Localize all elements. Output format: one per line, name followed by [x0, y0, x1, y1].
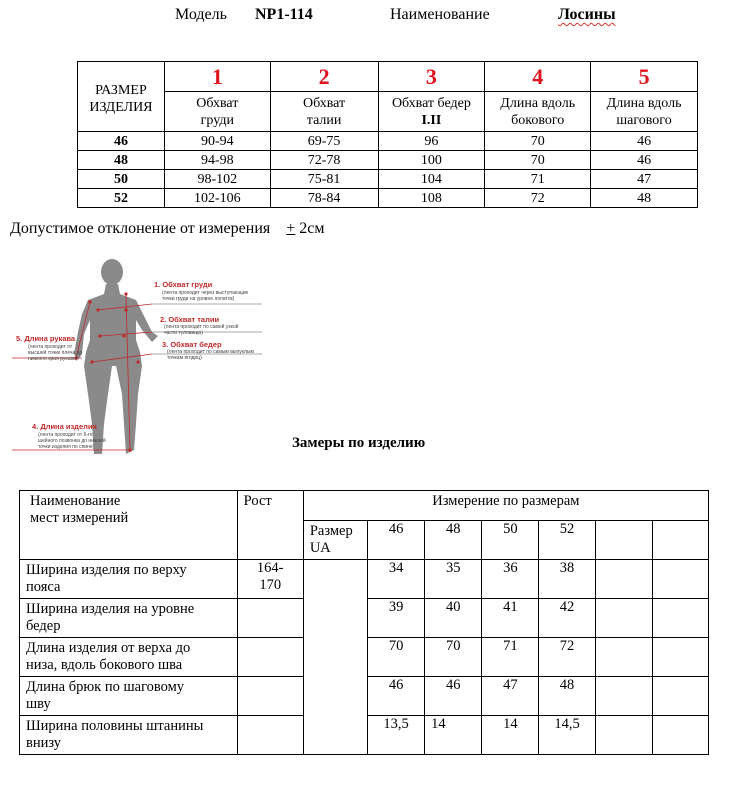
col-header-line: Длина вдоль	[606, 95, 682, 111]
table-row	[78, 151, 698, 170]
row-name-line: бедер	[26, 618, 61, 634]
value-cell: 70	[425, 638, 482, 677]
value-cell	[595, 599, 652, 638]
value-cell: 42	[539, 599, 595, 638]
header-name-line: мест измерений	[30, 510, 129, 526]
row-name-cell	[20, 638, 238, 677]
row-name-line: Ширина изделия по верху	[26, 562, 187, 578]
value-cell: 14,5	[539, 716, 595, 755]
col-number-5: 5	[591, 62, 698, 92]
model-value: NP1-114	[255, 6, 313, 23]
col-header-chest	[164, 92, 270, 132]
value-cell: 70	[485, 151, 591, 170]
name-value: Лосины	[558, 6, 616, 23]
col-number-4: 4	[485, 62, 591, 92]
size-header-cell: 50	[482, 521, 539, 560]
value-cell: 69-75	[270, 132, 378, 151]
value-cell: 35	[425, 560, 482, 599]
row-name-line: Длина изделия от верха до	[26, 640, 191, 656]
value-cell: 96	[378, 132, 485, 151]
value-cell: 70	[367, 638, 424, 677]
col-header-side-length	[485, 92, 591, 132]
size-header-cell	[595, 521, 652, 560]
col-number-1: 1	[164, 62, 270, 92]
col-header-line: Длина вдоль	[500, 95, 576, 111]
value-cell: 47	[591, 170, 698, 189]
value-cell: 38	[539, 560, 595, 599]
header-name-line: Наименование	[30, 493, 121, 509]
figure-sub-line: точки изделия по спине)	[38, 444, 95, 450]
figure-sub-line: (лента проходит по самой узкой	[164, 324, 239, 330]
col-header-line: шагового	[616, 112, 672, 128]
measure-table	[19, 490, 709, 755]
table-row	[20, 560, 709, 599]
value-cell	[652, 560, 708, 599]
row-name-line: низа, вдоль бокового шва	[26, 657, 183, 673]
value-cell: 78-84	[270, 189, 378, 208]
figure-sub-line: (лента проходит от	[28, 344, 73, 350]
col-header-waist	[270, 92, 378, 132]
size-header-cell: 52	[539, 521, 595, 560]
col-header-hips	[378, 92, 485, 132]
header-height-cell: Рост	[237, 491, 303, 560]
size-corner-line1: РАЗМЕР	[95, 83, 147, 98]
value-cell: 72	[539, 638, 595, 677]
value-cell	[652, 599, 708, 638]
figure-label-sub	[38, 432, 106, 450]
size-ua-line: Размер	[309, 523, 353, 539]
row-name-line: Длина брюк по шаговому	[26, 679, 185, 695]
figure-sub-line: точки груди на уровне лопаток)	[162, 296, 235, 302]
col-header-line: груди	[200, 112, 234, 128]
row-name-cell	[20, 677, 238, 716]
value-cell: 98-102	[164, 170, 270, 189]
figure-label-title: 1. Обхват груди	[154, 280, 213, 289]
size-ua-cell	[303, 521, 367, 560]
figure-label-title: 3. Обхват бедер	[162, 340, 222, 349]
col-header-line: Обхват	[303, 95, 346, 111]
value-cell: 108	[378, 189, 485, 208]
figure-sub-line: точкам ягодиц)	[167, 355, 202, 361]
col-header-inseam	[591, 92, 698, 132]
measure-title: Замеры по изделию	[292, 435, 426, 451]
figure-label-sub	[164, 324, 238, 336]
value-cell: 71	[482, 638, 539, 677]
value-cell	[595, 560, 652, 599]
size-header-cell	[652, 521, 708, 560]
tolerance-note	[10, 220, 325, 238]
size-cell: 46	[78, 132, 165, 151]
figure-sub-line: (лента проходит по самым выпуклым	[167, 349, 254, 355]
value-cell	[652, 716, 708, 755]
size-ua-line: UA	[309, 540, 331, 556]
figure-sub-line: высшей точки плеча до	[28, 350, 83, 356]
figure-label-sub	[28, 344, 82, 362]
value-cell: 14	[482, 716, 539, 755]
figure-label-sub	[162, 290, 248, 302]
figure-sub-line: шейного позвонка до нижней	[38, 438, 106, 444]
height-value-cell	[237, 560, 303, 599]
row-name-cell	[20, 599, 238, 638]
col-header-line: I.II	[421, 112, 442, 128]
size-header-cell: 48	[425, 521, 482, 560]
value-cell: 102-106	[164, 189, 270, 208]
value-cell: 13,5	[367, 716, 424, 755]
value-cell: 100	[378, 151, 485, 170]
height-empty-cell	[237, 638, 303, 677]
height-empty-cell	[237, 677, 303, 716]
col-number-2: 2	[270, 62, 378, 92]
size-corner-cell	[78, 62, 165, 132]
row-name-line: внизу	[26, 735, 62, 751]
value-cell: 47	[482, 677, 539, 716]
row-name-cell	[20, 560, 238, 599]
height-empty-cell	[237, 716, 303, 755]
height-empty-cell	[237, 599, 303, 638]
tolerance-value: 2см	[295, 220, 325, 237]
value-cell	[595, 716, 652, 755]
value-cell: 46	[425, 677, 482, 716]
value-cell: 46	[591, 151, 698, 170]
value-cell	[652, 638, 708, 677]
value-cell: 46	[367, 677, 424, 716]
model-label: Модель	[175, 6, 227, 23]
size-cell: 48	[78, 151, 165, 170]
value-cell: 34	[367, 560, 424, 599]
table-row	[78, 170, 698, 189]
value-cell: 75-81	[270, 170, 378, 189]
size-cell: 50	[78, 170, 165, 189]
value-cell: 104	[378, 170, 485, 189]
value-cell	[595, 677, 652, 716]
size-cell: 52	[78, 189, 165, 208]
height-value-line: 170	[259, 577, 282, 593]
col-header-line: Обхват бедер	[391, 95, 471, 111]
row-name-line: Ширина изделия на уровне	[26, 601, 195, 617]
measurement-figure	[12, 254, 272, 464]
figure-sub-line: (лента проходит от 6-го	[38, 432, 93, 438]
value-cell	[652, 677, 708, 716]
col-header-line: талии	[306, 112, 342, 128]
value-cell: 14	[425, 716, 482, 755]
name-label: Наименование	[390, 6, 490, 23]
size-corner-line2: ИЗДЕЛИЯ	[89, 100, 153, 115]
col-header-line: Обхват	[196, 95, 239, 111]
height-value-line: 164-	[256, 560, 284, 576]
size-table	[77, 61, 698, 208]
value-cell: 94-98	[164, 151, 270, 170]
figure-sub-line: нижнего края рукава)	[28, 356, 78, 362]
col-header-line: бокового	[511, 112, 565, 128]
value-cell: 39	[367, 599, 424, 638]
value-cell: 41	[482, 599, 539, 638]
value-cell: 48	[539, 677, 595, 716]
figure-sub-line: (лента проходит через выступающие	[162, 290, 249, 296]
row-name-line: пояса	[26, 579, 61, 595]
header-name-cell	[20, 491, 238, 560]
row-name-line: Ширина половины штанины	[26, 718, 204, 734]
figure-label-title: 2. Обхват талии	[160, 315, 220, 324]
value-cell: 36	[482, 560, 539, 599]
value-cell: 40	[425, 599, 482, 638]
tolerance-text: Допустимое отклонение от измерения	[10, 220, 271, 237]
figure-sub-line: части туловища)	[164, 330, 203, 336]
value-cell: 71	[485, 170, 591, 189]
value-cell: 72	[485, 189, 591, 208]
size-header-cell: 46	[367, 521, 424, 560]
header-sizes-cell: Измерение по размерам	[303, 491, 708, 521]
row-name-cell	[20, 716, 238, 755]
value-cell: 70	[485, 132, 591, 151]
figure-label-title: 5. Длина рукава	[16, 334, 76, 343]
plus-minus-sign: +	[286, 220, 296, 237]
figure-label-sub	[167, 349, 254, 361]
row-name-line: шву	[26, 696, 51, 712]
col-number-3: 3	[378, 62, 485, 92]
value-cell: 72-78	[270, 151, 378, 170]
value-cell	[595, 638, 652, 677]
size-ua-empty-cell	[303, 560, 367, 755]
value-cell: 90-94	[164, 132, 270, 151]
value-cell: 46	[591, 132, 698, 151]
figure-label-title: 4. Длина изделия	[32, 422, 97, 431]
value-cell: 48	[591, 189, 698, 208]
table-row	[78, 132, 698, 151]
table-row	[78, 189, 698, 208]
